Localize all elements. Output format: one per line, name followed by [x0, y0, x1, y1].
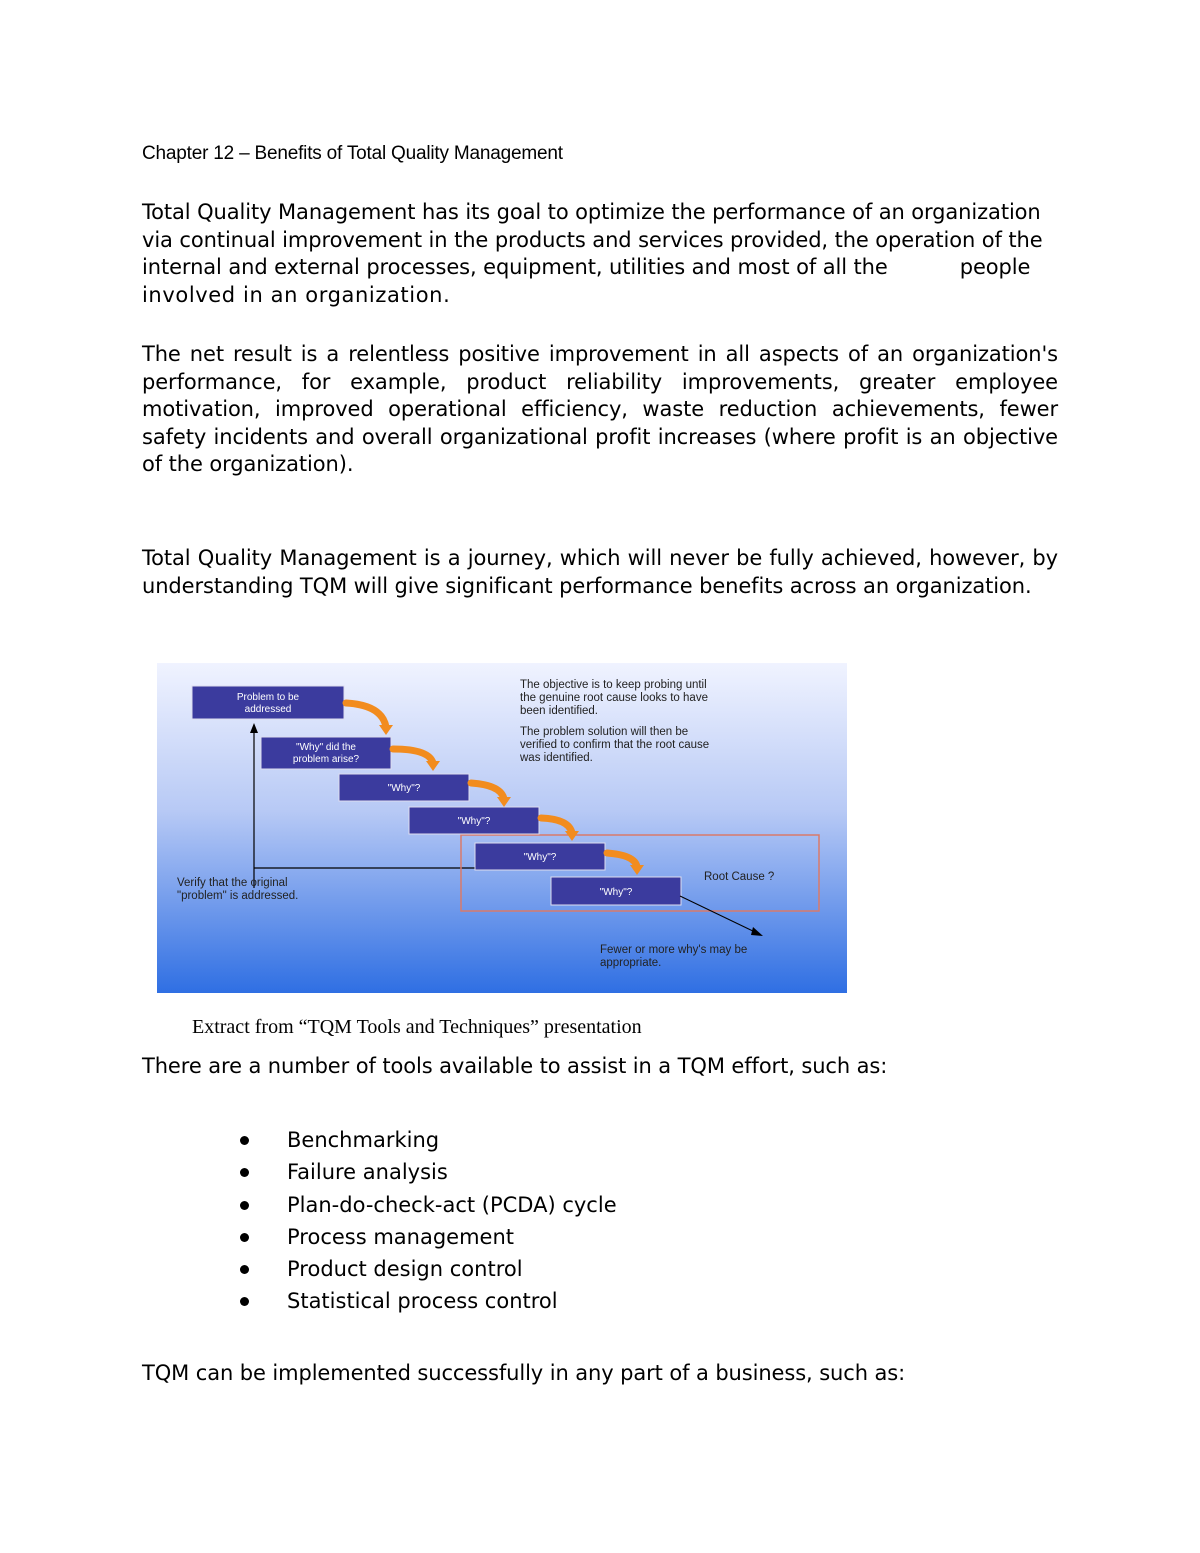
why-box-2-line1: "Why" did the — [296, 742, 356, 753]
bullet-icon — [240, 1201, 249, 1210]
list-item — [240, 1190, 617, 1222]
why-box-6-label: "Why"? — [599, 887, 633, 898]
intro-paragraph-period: . — [443, 282, 450, 307]
intro-paragraph-involved: involved in an organization — [142, 282, 444, 307]
root-cause-label: Root Cause ? — [704, 871, 775, 883]
list-item-label: Plan-do-check-act (PCDA) cycle — [287, 1192, 617, 1217]
chapter-title: Chapter 12 – Benefits of Total Quality Management — [142, 143, 563, 164]
journey-paragraph: Total Quality Management is a journey, which will never be fully achieved, however, by understanding TQM will give significant performance benefits across an organization. — [142, 546, 1058, 598]
bullet-icon — [240, 1297, 249, 1306]
verify-note-line2: "problem" is addressed. — [177, 890, 299, 902]
tools-list — [240, 1125, 617, 1319]
solution-note-line1: The problem solution will then be — [520, 726, 689, 738]
figure-caption: Extract from “TQM Tools and Techniques” presentation — [192, 1016, 642, 1038]
list-item-label: Failure analysis — [287, 1160, 448, 1185]
list-item — [240, 1125, 617, 1157]
intro-paragraph — [142, 199, 1058, 309]
objective-note-line2: the genuine root cause looks to have — [520, 692, 708, 704]
bullet-icon — [240, 1168, 249, 1177]
objective-note-line3: been identified. — [520, 705, 599, 717]
implementation-paragraph: TQM can be implemented successfully in any part of a business, such as: — [142, 1361, 906, 1385]
five-whys-diagram-svg — [157, 663, 847, 993]
bullet-icon — [240, 1265, 249, 1274]
objective-note-line1: The objective is to keep probing until — [520, 679, 707, 691]
bullet-icon — [240, 1233, 249, 1242]
verify-note-line1: Verify that the original — [177, 877, 288, 889]
bullet-icon — [240, 1136, 249, 1145]
fewer-note-line1: Fewer or more why's may be — [600, 944, 748, 956]
list-item-label: Statistical process control — [287, 1289, 558, 1314]
list-item-label: Benchmarking — [287, 1128, 440, 1152]
intro-paragraph-people: people — [959, 255, 1031, 279]
list-item — [240, 1254, 617, 1286]
list-item — [240, 1157, 617, 1189]
net-result-paragraph: The net result is a relentless positive improvement in all aspects of an organization's performance, for example, product reliability improvements, greater employee motivation, improved operational efficiency, waste reduction achievements, fewer safety incidents and overall organizational profit increases (where profit is an objective of the organization). — [142, 342, 1058, 476]
solution-note-line2: verified to confirm that the root cause — [520, 739, 710, 751]
problem-box-line2: addressed — [244, 704, 292, 715]
list-item-label: Process management — [287, 1224, 515, 1249]
solution-note-line3: was identified. — [520, 752, 593, 764]
intro-paragraph-text: Total Quality Management has its goal to optimize the performance of an organization via continual improvement in the products and services provided, the operation of the internal and external processes, equipment, utilities and most of all the — [142, 200, 1043, 279]
tools-intro-paragraph: There are a number of tools available to assist in a TQM effort, such as: — [142, 1054, 888, 1078]
problem-box-line1: Problem to be — [236, 692, 300, 703]
fewer-note-line2: appropriate. — [600, 957, 662, 969]
list-item — [240, 1286, 617, 1318]
why-box-5-label: "Why"? — [523, 852, 557, 863]
why-box-4-label: "Why"? — [457, 816, 491, 827]
list-item-label: Product design control — [287, 1257, 523, 1282]
five-whys-diagram — [157, 663, 847, 993]
list-item — [240, 1222, 617, 1254]
why-box-3-label: "Why"? — [387, 783, 421, 794]
why-box-2-line2: problem arise? — [292, 754, 360, 765]
